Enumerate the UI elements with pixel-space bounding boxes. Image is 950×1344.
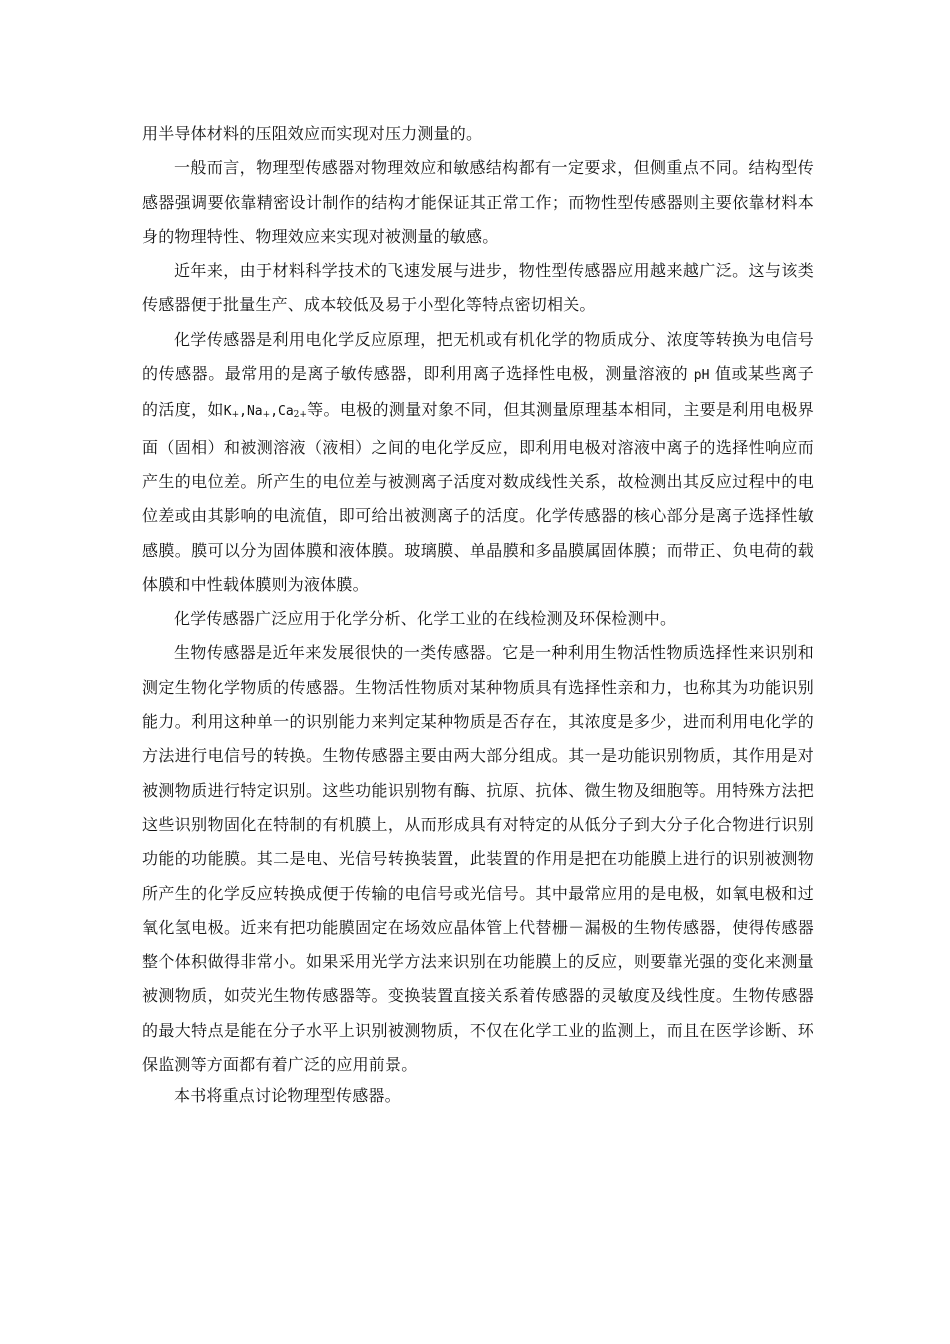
paragraph-6: 生物传感器是近年来发展很快的一类传感器。它是一种利用生物活性物质选择性来识别和测定生物化学物质的传感器。生物活性物质对某种物质具有选择性亲和力，也称其为功能识别能力。利用这种单一的识别能力来判定某种物质是否存在，其浓度是多少，进而利用电化学的方法进行电信号的转换。生物传感器主要由两大部分组成。其一是功能识别物质，其作用是对被测物质进行特定识别。这些功能识别物有酶、抗原、抗体、微生物及细胞等。用特殊方法把这些识别物固化在特制的有机膜上，从而形成具有对特定的从低分子到大分子化合物进行识别功能的功能膜。其二是电、光信号转换装置，此装置的作用是把在功能膜上进行的识别被测物所产生的化学反应转换成便于传输的电信号或光信号。其中最常应用的是电极，如氧电极和过氧化氢电极。近来有把功能膜固定在场效应晶体管上代替栅－漏极的生物传感器，使得传感器整个体积做得非常小。如果采用光学方法来识别在功能膜上的反应，则要靠光强的变化来测量被测物质，如荧光生物传感器等。变换装置直接关系着传感器的灵敏度及线性度。生物传感器的最大特点是能在分子水平上识别被测物质，不仅在化学工业的监测上，而且在医学诊断、环保监测等方面都有着广泛的应用前景。 (142, 643, 814, 1075)
paragraph-5: 化学传感器广泛应用于化学分析、化学工业的在线检测及环保检测中。 (174, 609, 677, 629)
ion-k: K (223, 404, 232, 420)
document-page (142, 117, 814, 1114)
paragraph-3: 近年来，由于材料科学技术的飞速发展与进步，物性型传感器应用越来越广泛。这与该类传感器便于批量生产、成本较低及易于小型化等特点密切相关。 (142, 261, 814, 315)
paragraph-7: 本书将重点讨论物理型传感器。 (174, 1086, 401, 1106)
ion-na: Na (246, 404, 263, 420)
ion-na-charge: + (262, 410, 271, 421)
paragraph-4-text-before: 化学传感器是利用电化学反应原理，把无机或有机化学的物质成分、浓度等转换为电信号的传感器。最常用的是离子敏传感器，即利用离子选择性电极，测量溶液的 (142, 329, 814, 384)
ion-separator-1: , (239, 404, 247, 420)
paragraph-4-text-mid: 值或某些离子的活度，如 (142, 364, 814, 420)
paragraph-4 (142, 323, 814, 602)
ion-separator-2: , (270, 404, 279, 420)
ph-label: pH (693, 368, 710, 384)
ion-ca-charge: 2+ (293, 410, 307, 421)
paragraph-4-text-after: 等。电极的测量对象不同，但其测量原理基本相同，主要是利用电极界面（固相）和被测溶液（液相）之间的电化学反应，即利用电极对溶液中离子的选择性响应而产生的电位差。所产生的电位差与被测离子活度对数成线性关系，故检测出其反应过程中的电位差或由其影响的电流值，即可给出被测离子的活度。化学传感器的核心部分是离子选择性敏感膜。膜可以分为固体膜和液体膜。玻璃膜、单晶膜和多晶膜属固体膜；而带正、负电荷的载体膜和中性载体膜则为液体膜。 (142, 400, 814, 594)
paragraph-1: 用半导体材料的压阻效应而实现对压力测量的。 (142, 124, 483, 143)
ion-ca: Ca (278, 404, 294, 420)
ion-k-charge: + (231, 410, 240, 421)
paragraph-2: 一般而言，物理型传感器对物理效应和敏感结构都有一定要求，但侧重点不同。结构型传感器强调要依靠精密设计制作的结构才能保证其正常工作；而物性型传感器则主要依靠材料本身的物理特性、物理效应来实现对被测量的敏感。 (142, 158, 814, 246)
